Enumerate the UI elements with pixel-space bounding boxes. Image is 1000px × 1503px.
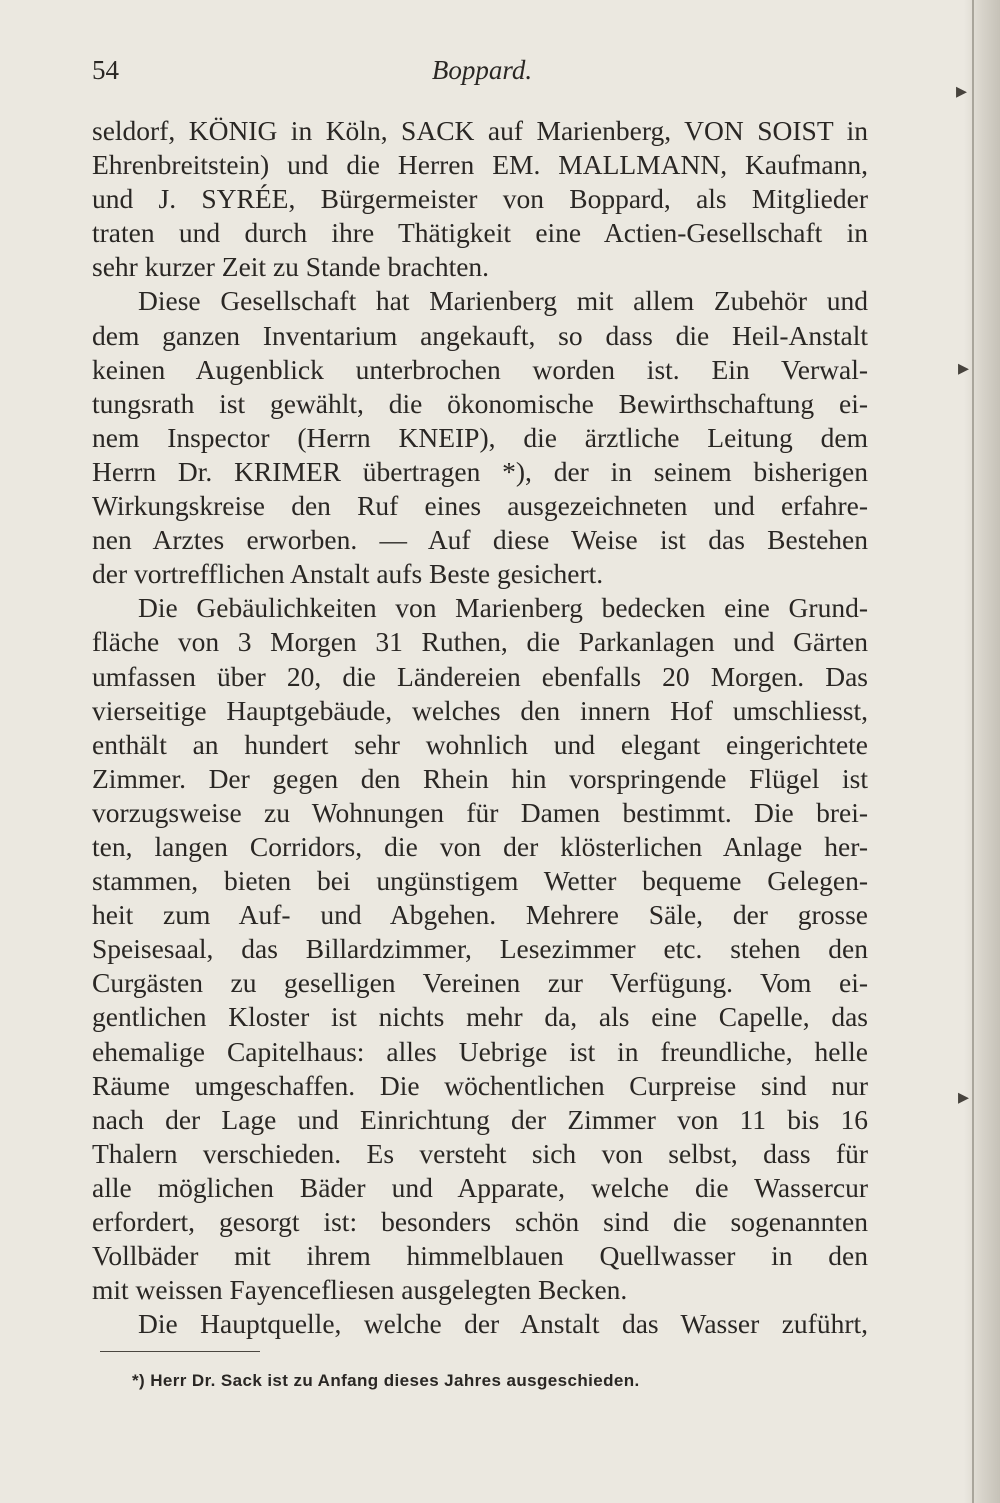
text-line: nem Inspector (Herrn KNEIP), die ärztliche Leitung dem [92, 421, 868, 453]
page-gutter [964, 0, 1000, 1503]
text-line: tungsrath ist gewählt, die ökonomische Bewirthschaftung ei- [92, 387, 868, 419]
text-line: Räume umgeschaffen. Die wöchentlichen Curpreise sind nur [92, 1069, 868, 1101]
text-line: sehr kurzer Zeit zu Stande brachten. [92, 251, 490, 283]
running-title: Boppard. [431, 55, 533, 85]
text-line: vorzugsweise zu Wohnungen für Damen bestimmt. Die brei- [92, 796, 868, 828]
text-line: heit zum Auf- und Abgehen. Mehrere Säle, der grosse [92, 899, 868, 931]
text-line: Die Gebäulichkeiten von Marienberg bedecken eine Grund- [138, 592, 868, 624]
text-line: dem ganzen Inventarium angekauft, so dass die Heil-Anstalt [92, 319, 868, 351]
margin-mark-icon: ▸ [958, 355, 970, 380]
text-line: Die Hauptquelle, welche der Anstalt das Wasser zuführt, [138, 1308, 868, 1340]
page-number: 54 [92, 55, 119, 85]
gutter-line [972, 0, 974, 1503]
text-line: fläche von 3 Morgen 31 Ruthen, die Parkanlagen und Gärten [92, 626, 868, 658]
text-line: ehemalige Capitelhaus: alles Uebrige ist in freundliche, helle [92, 1035, 868, 1067]
text-line: der vortrefflichen Anstalt aufs Beste gesichert. [92, 558, 604, 590]
text-line: erfordert, gesorgt ist: besonders schön sind die sogenannten [92, 1206, 868, 1237]
body-text [92, 114, 868, 1341]
text-line: Herrn Dr. KRIMER übertragen *), der in seinem bisherigen [92, 455, 868, 487]
text-line: Curgästen zu geselligen Vereinen zur Verfügung. Vom ei- [92, 967, 868, 999]
footnote: *) Herr Dr. Sack ist zu Anfang dieses Jahres ausgeschieden. [132, 1371, 640, 1390]
page-header [92, 55, 872, 95]
text-line: Vollbäder mit ihrem himmelblauen Quellwasser in den [92, 1240, 868, 1272]
text-line: umfassen über 20, die Ländereien ebenfalls 20 Morgen. Das [92, 660, 868, 692]
margin-mark-icon: ▸ [956, 78, 968, 103]
text-line: Thalern verschieden. Es versteht sich von selbst, dass für [92, 1137, 868, 1169]
text-line: nach der Lage und Einrichtung der Zimmer von 11 bis 16 [92, 1103, 868, 1135]
text-line: traten und durch ihre Thätigkeit eine Actien-Gesellschaft in [92, 217, 868, 249]
text-line: vierseitige Hauptgebäude, welches den innern Hof umschliesst, [92, 694, 868, 726]
footnote-rule [100, 1351, 260, 1352]
text-line: nen Arztes erworben. — Auf diese Weise ist das Bestehen [92, 524, 868, 556]
text-line: seldorf, KÖNIG in Köln, SACK auf Marienberg, VON SOIST in [92, 115, 868, 146]
text-line: Wirkungskreise den Ruf eines ausgezeichneten und erfahre- [92, 490, 868, 522]
text-line: Diese Gesellschaft hat Marienberg mit allem Zubehör und [138, 285, 868, 317]
text-line: alle möglichen Bäder und Apparate, welche die Wassercur [92, 1171, 868, 1203]
text-line: und J. SYRÉE, Bürgermeister von Boppard, als Mitglieder [92, 183, 868, 215]
text-line: Ehrenbreitstein) und die Herren EM. MALLMANN, Kaufmann, [92, 149, 868, 181]
text-line: stammen, bieten bei ungünstigem Wetter bequeme Gelegen- [92, 865, 868, 897]
text-line: Speisesaal, das Billardzimmer, Lesezimmer etc. stehen den [92, 933, 868, 965]
text-line: ten, langen Corridors, die von der klösterlichen Anlage her- [92, 830, 868, 862]
text-line: gentlichen Kloster ist nichts mehr da, als eine Capelle, das [92, 1001, 868, 1033]
text-line: mit weissen Fayencefliesen ausgelegten Becken. [92, 1274, 628, 1306]
margin-mark-icon: ▸ [958, 1084, 970, 1109]
text-line: Zimmer. Der gegen den Rhein hin vorspringende Flügel ist [92, 762, 868, 794]
text-line: enthält an hundert sehr wohnlich und elegant eingerichtete [92, 728, 868, 760]
text-line: keinen Augenblick unterbrochen worden ist. Ein Verwal- [92, 353, 868, 385]
